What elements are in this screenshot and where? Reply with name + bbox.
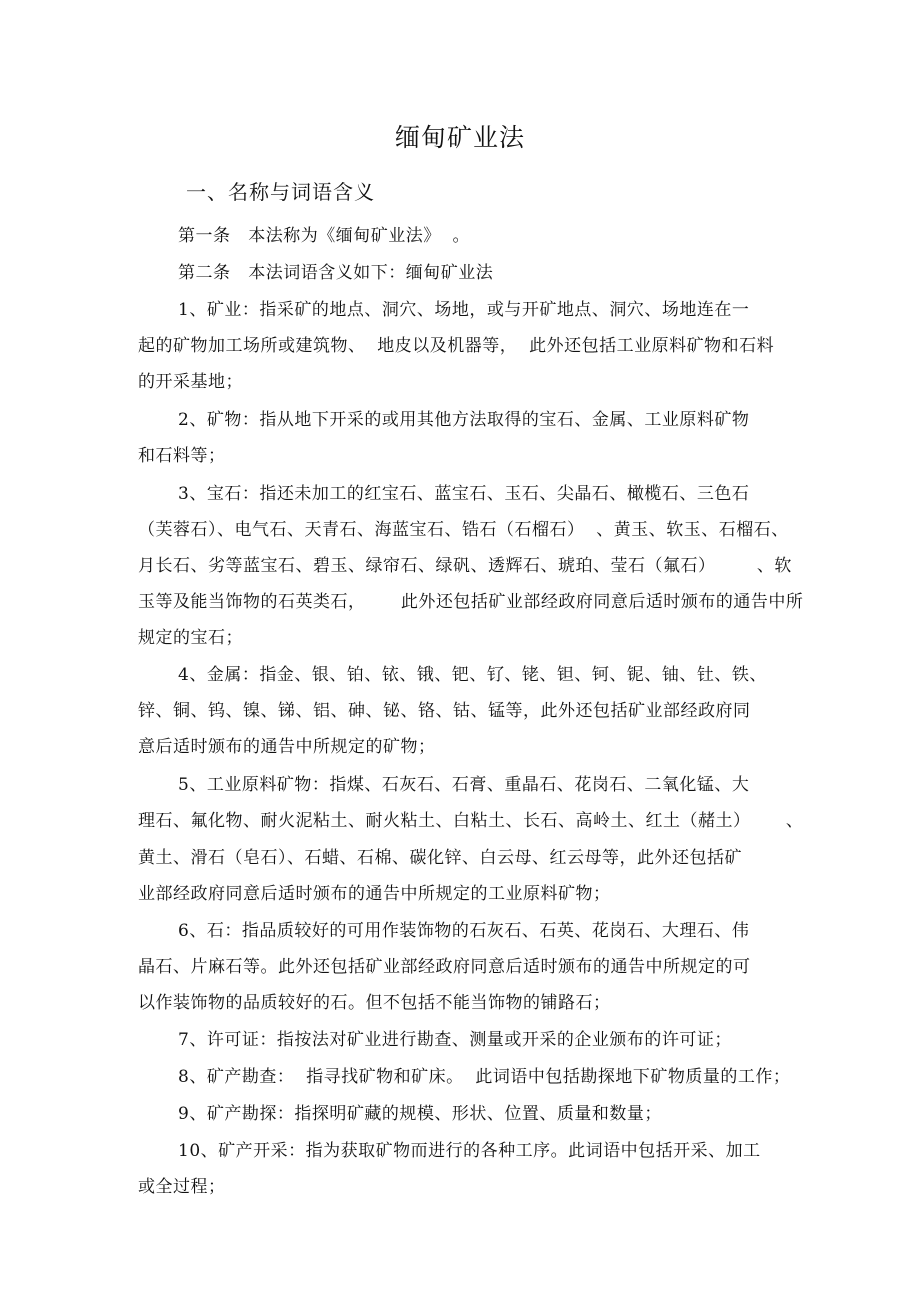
article-2-line: 第二条 本法词语含义如下：缅甸矿业法 <box>178 263 494 283</box>
section-heading: 一、名称与词语含义 <box>186 180 375 204</box>
item-10-line-2: 或全过程； <box>138 1177 226 1197</box>
item-6-line-1: 6、石：指品质较好的可用作装饰物的石灰石、石英、花岗石、大理石、伟 <box>178 921 750 941</box>
item-4-line-1: 4、金属：指金、银、铂、铱、锇、钯、钌、铑、钽、钶、铌、铀、钍、铁、 <box>178 665 767 685</box>
item-4-line-3: 意后适时颁布的通告中所规定的矿物； <box>138 737 436 757</box>
item-1-line-2: 起的矿物加工场所或建筑物、 地皮以及机器等， 此外还包括工业原料矿物和石料 <box>138 336 775 356</box>
item-7-line: 7、许可证：指按法对矿业进行勘查、测量或开采的企业颁布的许可证； <box>178 1030 732 1050</box>
item-3-line-3: 月长石、劣等蓝宝石、碧玉、绿帘石、绿矾、透辉石、琥珀、莹石（氟石） 、软 <box>138 556 792 576</box>
page-title: 缅甸矿业法 <box>394 123 525 152</box>
item-5-line-2: 理石、氟化物、耐火泥粘土、耐火粘土、白粘土、长石、高岭土、红土（赭土） 、 <box>138 811 804 831</box>
item-1-line-3: 的开采基地； <box>138 372 243 392</box>
item-3-line-2: （芙蓉石）、电气石、天青石、海蓝宝石、锆石（石榴石） 、黄玉、软玉、石榴石、 <box>138 520 789 540</box>
item-2-line-1: 2、矿物：指从地下开采的或用其他方法取得的宝石、金属、工业原料矿物 <box>178 410 750 430</box>
item-2-line-2: 和石料等； <box>138 446 226 466</box>
item-1-line-1: 1、矿业：指采矿的地点、洞穴、场地，或与开矿地点、洞穴、场地连在一 <box>178 300 750 320</box>
item-4-line-2: 锌、铜、钨、镍、锑、铝、砷、铋、铬、钴、锰等，此外还包括矿业部经政府同 <box>138 701 751 721</box>
item-6-line-2: 晶石、片麻石等。此外还包括矿业部经政府同意后适时颁布的通告中所规定的可 <box>138 957 751 977</box>
item-5-line-4: 业部经政府同意后适时颁布的通告中所规定的工业原料矿物； <box>138 884 611 904</box>
item-8-line: 8、矿产勘查： 指寻找矿物和矿床。 此词语中包括勘探地下矿物质量的工作； <box>178 1067 791 1087</box>
item-9-line: 9、矿产勘探：指探明矿藏的规模、形状、位置、质量和数量； <box>178 1104 662 1124</box>
item-5-line-3: 黄土、滑石（皂石）、石蜡、石棉、碳化锌、白云母、红云母等，此外还包括矿 <box>138 848 742 868</box>
article-1-line: 第一条 本法称为《缅甸矿业法》 。 <box>178 226 471 246</box>
item-6-line-3: 以作装饰物的品质较好的石。但不包括不能当饰物的铺路石； <box>138 993 611 1013</box>
item-5-line-1: 5、工业原料矿物：指煤、石灰石、石膏、重晶石、花岗石、二氧化锰、大 <box>178 775 750 795</box>
item-3-line-5: 规定的宝石； <box>138 628 243 648</box>
item-3-line-4: 玉等及能当饰物的石英类石， 此外还包括矿业部经政府同意后适时颁布的通告中所 <box>138 592 804 612</box>
item-10-line-1: 10、矿产开采：指为获取矿物而进行的各种工序。此词语中包括开采、加工 <box>178 1141 761 1161</box>
item-3-line-1: 3、宝石：指还未加工的红宝石、蓝宝石、玉石、尖晶石、橄榄石、三色石 <box>178 484 750 504</box>
